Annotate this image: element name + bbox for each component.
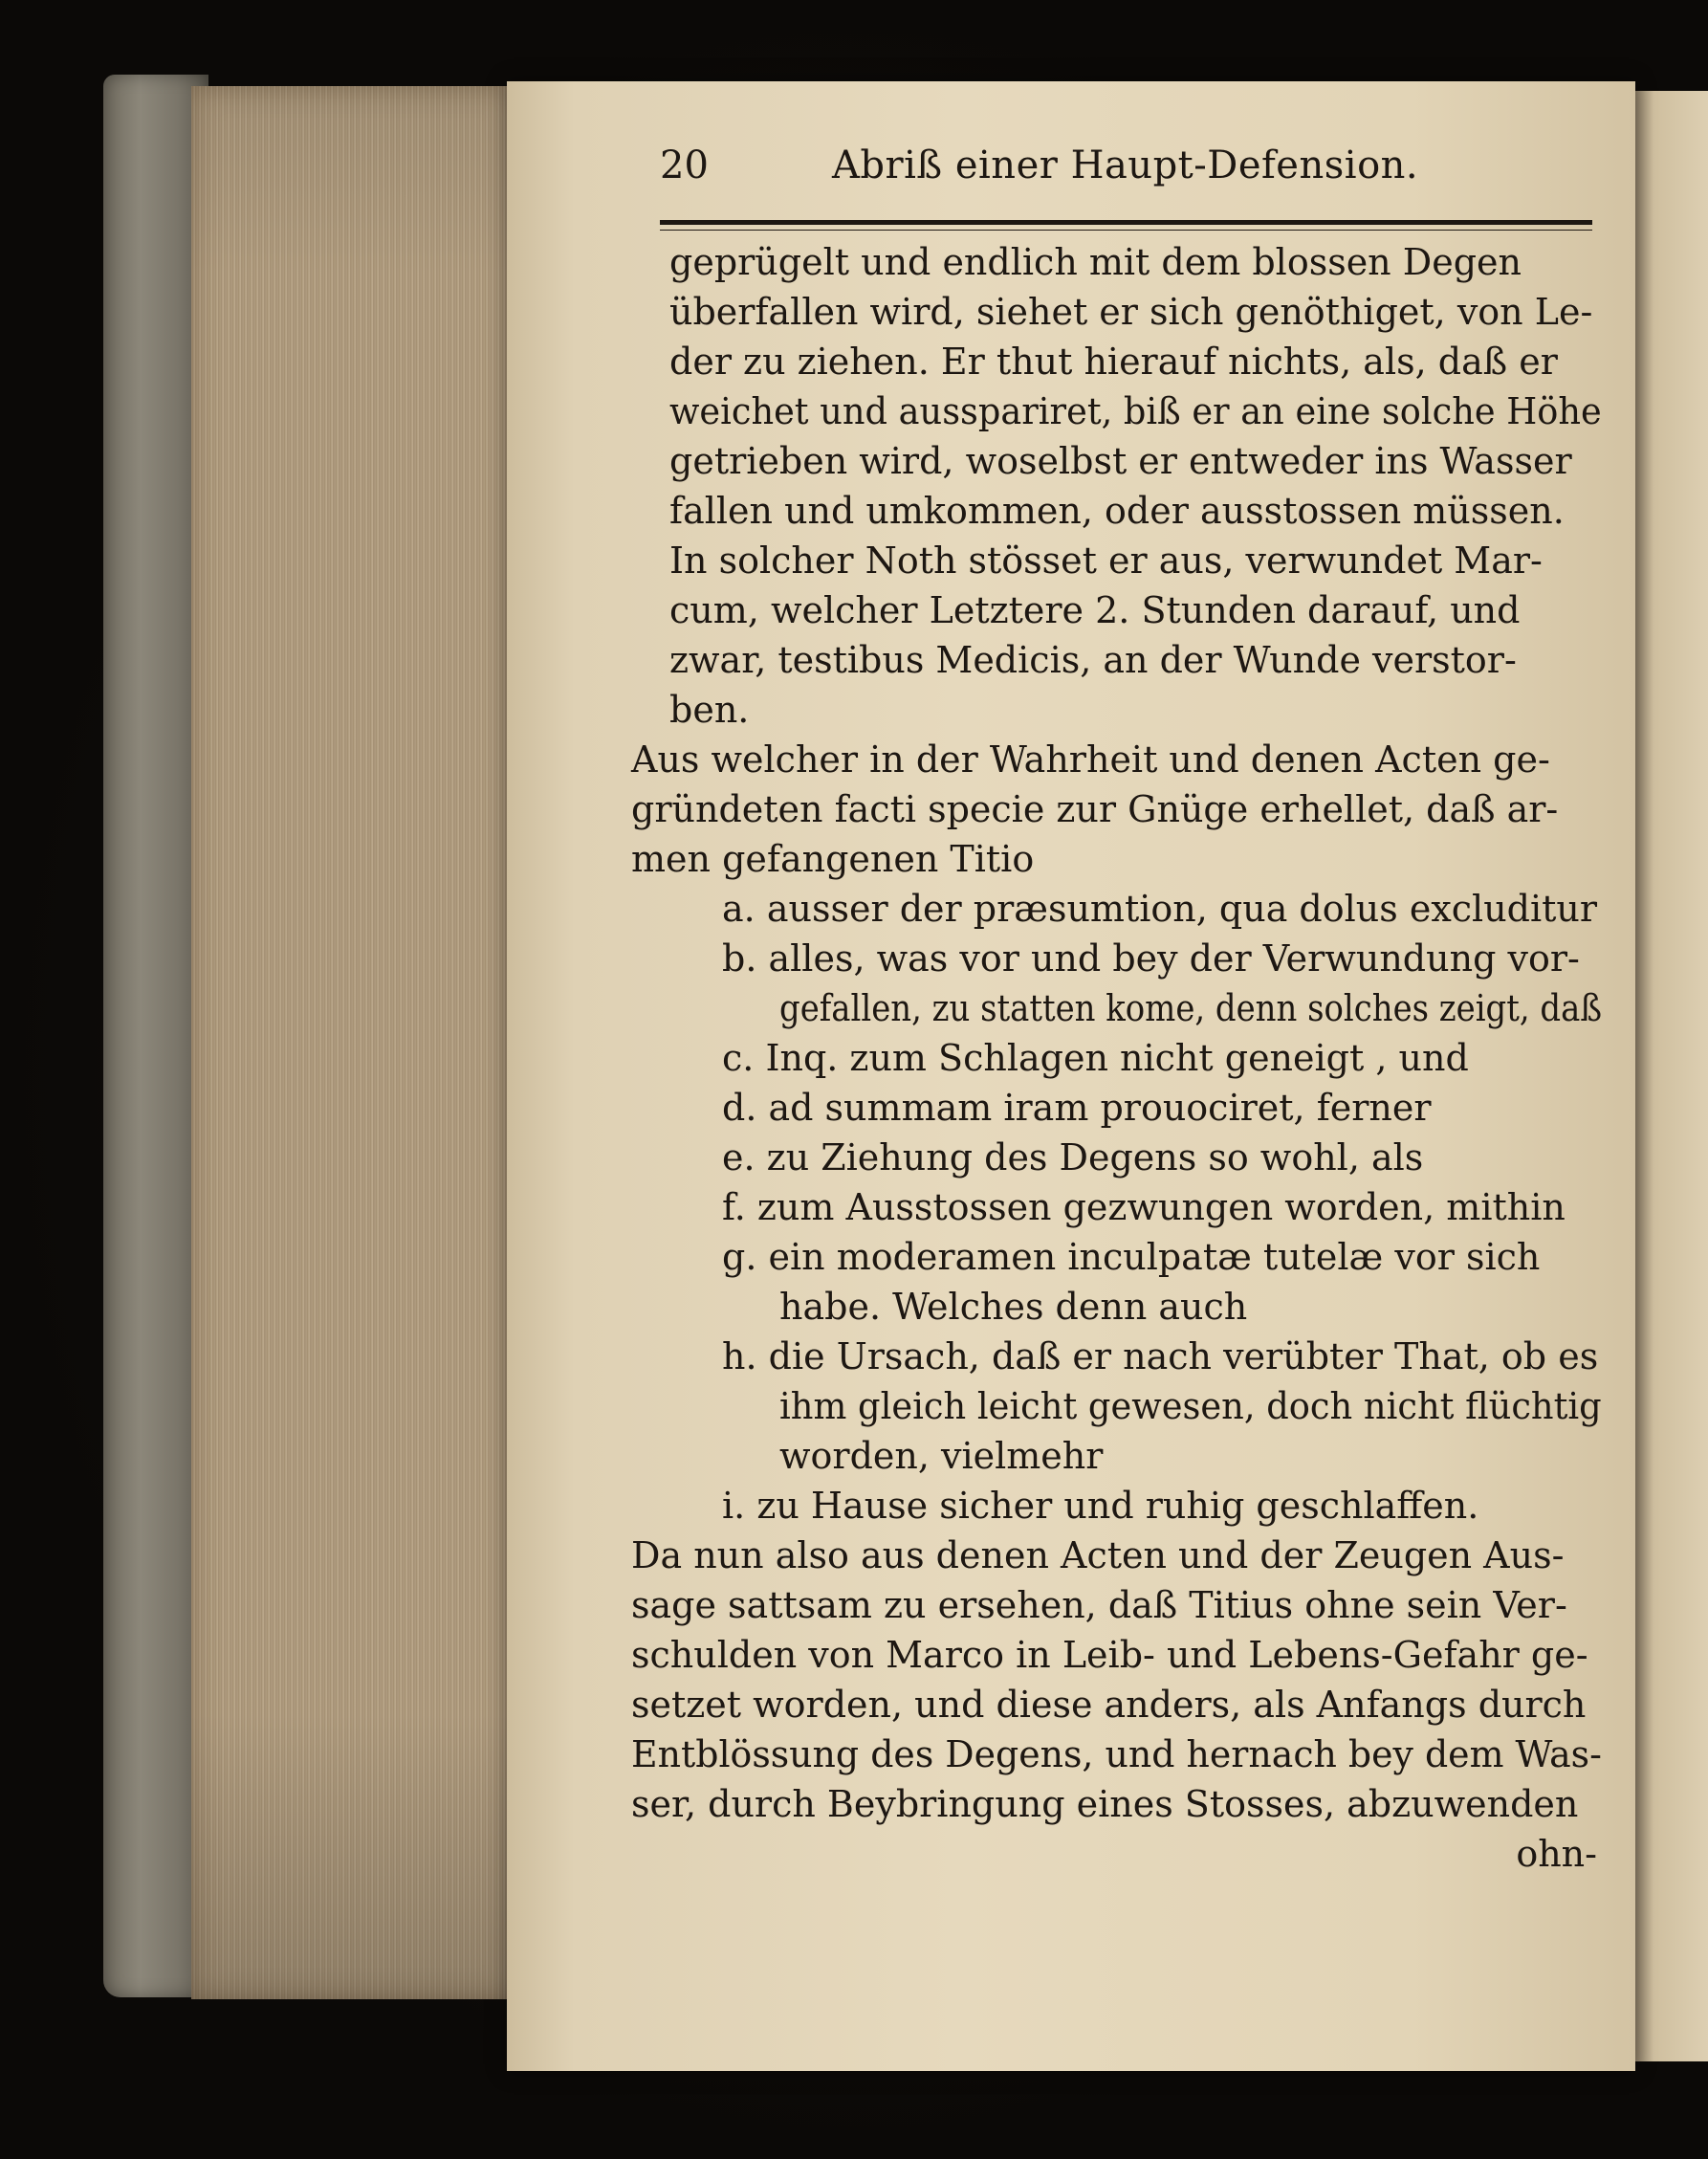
list-item-continuation: worden, vielmehr: [779, 1435, 1104, 1477]
list-item: [669, 884, 1602, 934]
text-line: In solcher Noth stösset er aus, verwundet Mar-: [669, 540, 1543, 582]
catchword: ohn-: [1516, 1833, 1597, 1875]
text-line: Da nun also aus denen Acten und der Zeugen Aus-: [631, 1534, 1565, 1576]
page-body: [631, 237, 1602, 1879]
facing-page-edge: [1635, 91, 1708, 2061]
text-line: cum, welcher Letztere 2. Stunden darauf, und: [669, 589, 1521, 631]
list-item: [669, 1033, 1602, 1083]
list-item-continuation: gefallen, zu statten kome, denn solches zeigt, daß: [779, 987, 1602, 1029]
list-marker: b.: [722, 937, 757, 980]
list-marker: a.: [722, 888, 755, 930]
list-item-continuation: habe. Welches denn auch: [779, 1286, 1248, 1328]
list-marker: c.: [722, 1037, 755, 1079]
list-item: [669, 1332, 1602, 1381]
list-marker: i.: [722, 1485, 746, 1527]
text-line: ser, durch Beybringung eines Stosses, abzuwenden: [631, 1783, 1579, 1825]
page-header: [660, 143, 1597, 201]
text-line: der zu ziehen. Er thut hierauf nichts, als, daß er: [669, 341, 1558, 383]
running-head: Abriß einer Haupt-Defension.: [832, 143, 1419, 187]
list-item-continuation: ihm gleich leicht gewesen, doch nicht flüchtig: [779, 1385, 1602, 1427]
list-marker: d.: [722, 1087, 757, 1129]
header-rule-thick: [660, 220, 1592, 225]
list-item: [669, 1133, 1602, 1182]
text-line: sage sattsam zu ersehen, daß Titius ohne sein Ver-: [631, 1584, 1567, 1626]
list-text: ad summam iram prouociret, ferner: [768, 1087, 1432, 1129]
text-line: men gefangenen Titio: [631, 838, 1035, 880]
text-line: gründeten facti specie zur Gnüge erhellet, daß ar-: [631, 788, 1559, 830]
list-text: zum Ausstossen gezwungen worden, mithin: [756, 1186, 1566, 1228]
page-number: 20: [660, 143, 709, 187]
list-text: die Ursach, daß er nach verübter That, ob es: [768, 1335, 1599, 1377]
list-marker: e.: [722, 1136, 755, 1179]
text-line: setzet worden, und diese anders, als Anfangs durch: [631, 1684, 1587, 1726]
text-line: getrieben wird, woselbst er entweder ins Wasser: [669, 440, 1572, 482]
list-item: [669, 1232, 1602, 1282]
list-item: [669, 1481, 1602, 1531]
text-line: zwar, testibus Medicis, an der Wunde verstor-: [669, 639, 1517, 681]
text-line: überfallen wird, siehet er sich genöthiget, von Le-: [669, 291, 1593, 333]
text-line: Entblössung des Degens, und hernach bey dem Was-: [631, 1733, 1602, 1775]
list-item: [669, 1083, 1602, 1133]
list-item: [669, 1182, 1602, 1232]
text-line: schulden von Marco in Leib- und Lebens-Gefahr ge-: [631, 1634, 1588, 1676]
text-line: Aus welcher in der Wahrheit und denen Acten ge-: [631, 738, 1550, 781]
text-line: weichet und ausspariret, biß er an eine solche Höhe: [669, 390, 1602, 432]
list-text: zu Hause sicher und ruhig geschlaffen.: [756, 1485, 1479, 1527]
list-text: ein moderamen inculpatæ tutelæ vor sich: [768, 1236, 1541, 1278]
header-rule-thin: [660, 230, 1592, 231]
text-line: fallen und umkommen, oder ausstossen müssen.: [669, 490, 1565, 532]
page-edges: [191, 86, 516, 1999]
list-marker: g.: [722, 1236, 757, 1278]
list-item: [669, 934, 1602, 983]
list-marker: h.: [722, 1335, 757, 1377]
list-text: Inq. zum Schlagen nicht geneigt , und: [765, 1037, 1469, 1079]
text-line: geprügelt und endlich mit dem blossen Degen: [669, 241, 1522, 283]
text-line: ben.: [669, 689, 750, 731]
list-marker: f.: [722, 1186, 746, 1228]
list-text: alles, was vor und bey der Verwundung vor-: [768, 937, 1580, 980]
list-text: ausser der præsumtion, qua dolus excluditur: [766, 888, 1598, 930]
list-text: zu Ziehung des Degens so wohl, als: [766, 1136, 1424, 1179]
